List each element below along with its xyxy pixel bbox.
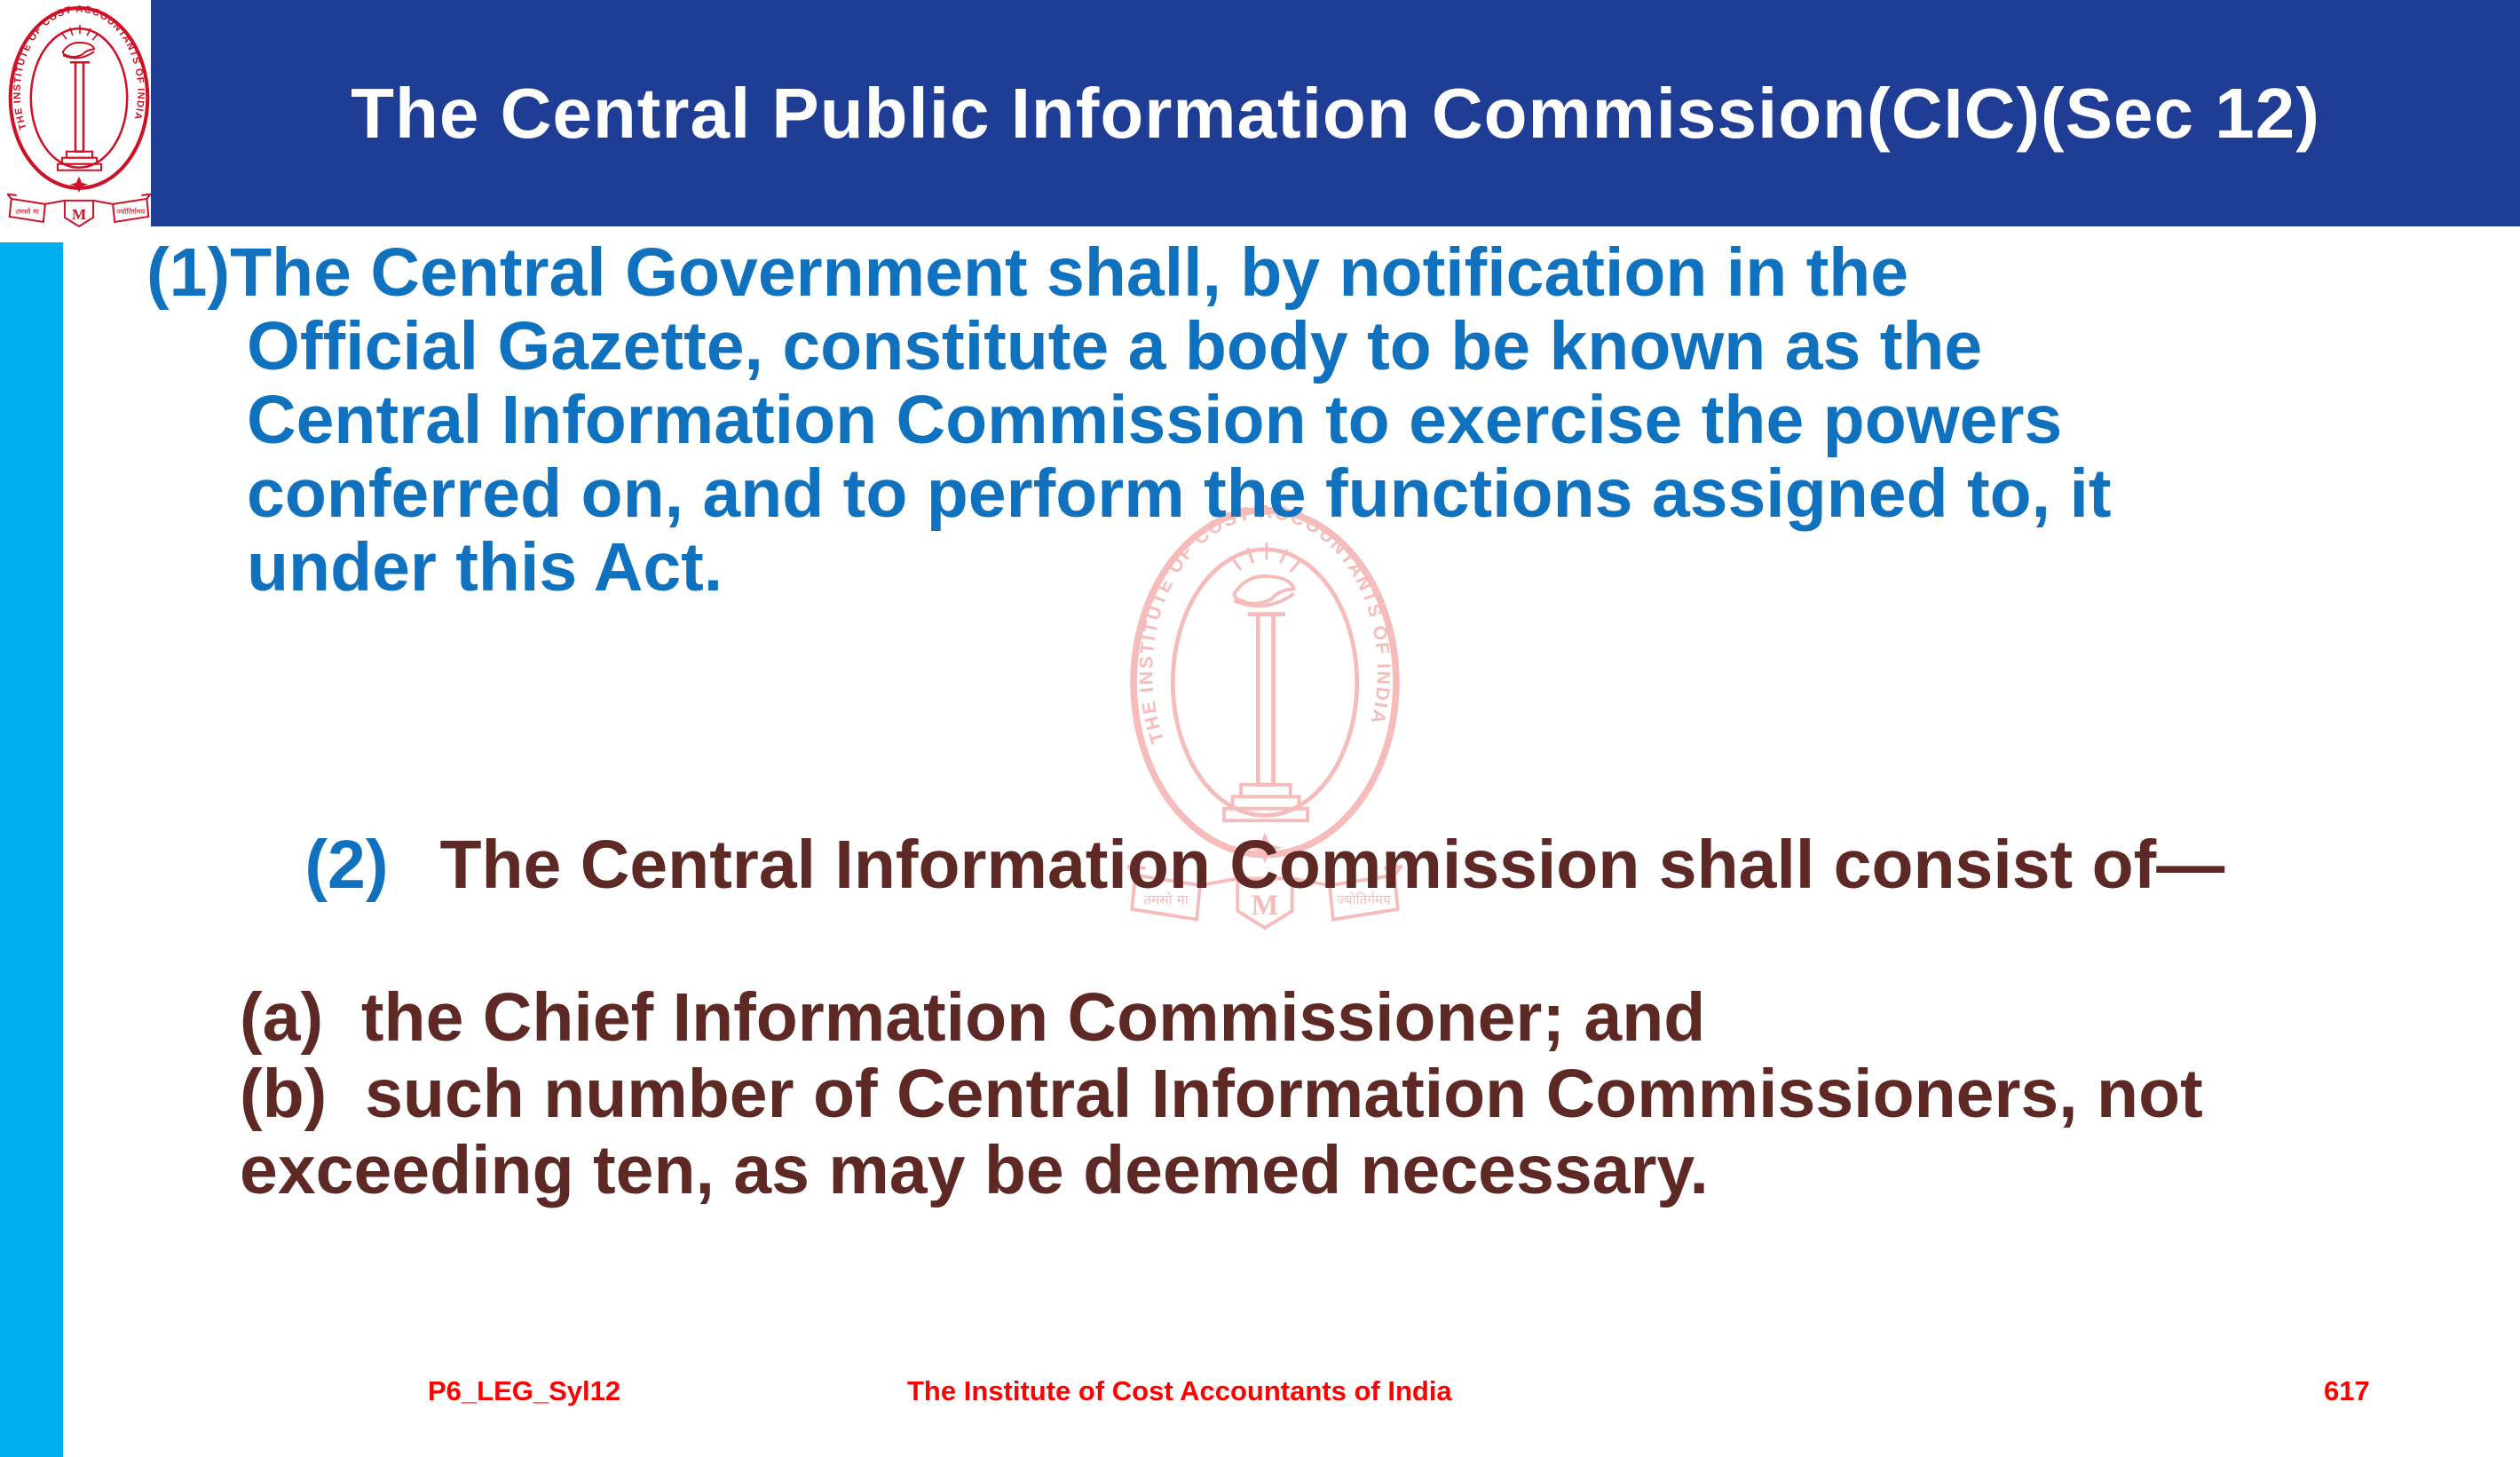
paragraph-1 bbox=[0, 236, 2112, 605]
body-line: (1)The Central Government shall, by notification in the bbox=[146, 234, 1909, 311]
page-title: The Central Public Information Commission(CIC)(Sec 12) bbox=[351, 74, 2320, 153]
body-line: under this Act. bbox=[247, 529, 723, 606]
body-line bbox=[0, 750, 2224, 979]
clause-text: The Central Information Commission shall consist of— bbox=[439, 827, 2225, 903]
footer-center-label: The Institute of Cost Accountants of India bbox=[907, 1375, 1452, 1406]
footer-page-number: 617 bbox=[2324, 1375, 2370, 1406]
body-line: (b) such number of Central Information Commissioners, not bbox=[240, 1056, 2203, 1132]
institute-logo-icon bbox=[7, 4, 151, 228]
body-line: exceeding ten, as may be deemed necessary. bbox=[240, 1132, 1709, 1208]
paragraph-2 bbox=[0, 750, 2224, 1208]
clause-number: (2) bbox=[304, 827, 389, 903]
header-bar bbox=[151, 0, 2520, 226]
body-line: (a) the Chief Information Commissioner; and bbox=[240, 979, 1706, 1056]
body-line: conferred on, and to perform the functions assigned to, it bbox=[247, 455, 2112, 532]
body-line: Official Gazette, constitute a body to be known as the bbox=[247, 308, 1983, 384]
footer-left-label: P6_LEG_Syl12 bbox=[428, 1375, 621, 1406]
body-line: Central Information Commission to exercise the powers bbox=[247, 382, 2063, 458]
